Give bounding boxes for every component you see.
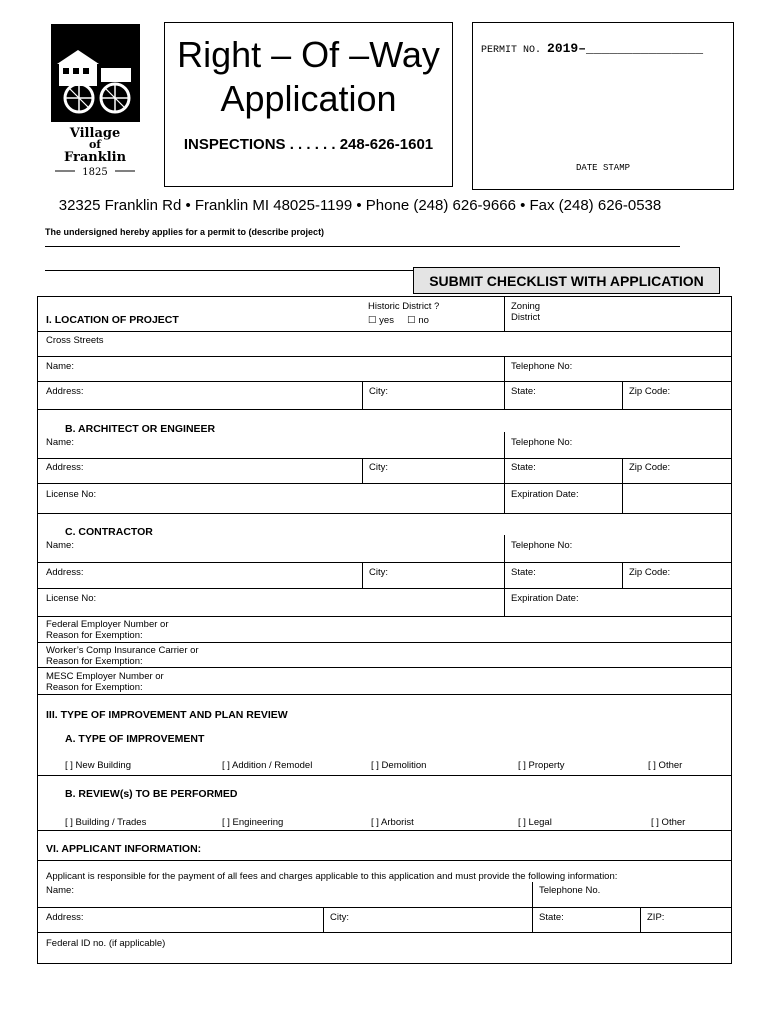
workers-comp-field[interactable]: Worker’s Comp Insurance Carrier or Reason for Exemption: (46, 645, 199, 667)
mesc-employer-field[interactable]: MESC Employer Number or Reason for Exemption: (46, 671, 164, 693)
architect-state-field[interactable]: State: (511, 462, 536, 473)
federal-employer-field[interactable]: Federal Employer Number or Reason for Exemption: (46, 619, 169, 641)
village-address: 32325 Franklin Rd • Franklin MI 48025-1199 • Phone (248) 626-9666 • Fax (248) 626-0538 (58, 197, 662, 214)
contractor-license-field[interactable]: License No: (46, 593, 97, 604)
review-engineering-checkbox[interactable]: [ ] Engineering (222, 817, 284, 828)
inspections-phone: INSPECTIONS . . . . . . 248-626-1601 (183, 136, 434, 153)
section-location-heading: I. LOCATION OF PROJECT (46, 314, 179, 326)
date-stamp-label: DATE STAMP (575, 163, 630, 173)
section-improvement-heading: III. TYPE OF IMPROVEMENT AND PLAN REVIEW (46, 709, 288, 721)
architect-telephone-field[interactable]: Telephone No: (511, 437, 573, 448)
architect-license-field[interactable]: License No: (46, 489, 97, 500)
page-title: Right – Of –Way Application (177, 34, 440, 119)
improvement-addition-checkbox[interactable]: [ ] Addition / Remodel (222, 760, 313, 771)
permit-number: PERMIT NO. 2019–_______________ (481, 41, 704, 56)
reviews-heading: B. REVIEW(s) TO BE PERFORMED (65, 788, 238, 800)
section-architect-heading: B. ARCHITECT OR ENGINEER (65, 423, 216, 435)
title-box (164, 22, 453, 187)
review-arborist-checkbox[interactable]: [ ] Arborist (371, 817, 414, 828)
applicant-address-field[interactable]: Address: (46, 912, 84, 923)
yes-checkbox[interactable]: ☐ (368, 315, 377, 326)
permit-number-value[interactable]: 2019–_______________ (547, 41, 704, 56)
application-form (37, 296, 732, 964)
review-building-checkbox[interactable]: [ ] Building / Trades (65, 817, 147, 828)
project-description-line-1[interactable] (45, 246, 680, 247)
submit-checklist-banner: SUBMIT CHECKLIST WITH APPLICATION (413, 267, 720, 294)
carriage-logo-icon (49, 22, 142, 177)
review-other-checkbox[interactable]: [ ] Other (651, 817, 686, 828)
contractor-name-field[interactable]: Name: (46, 540, 74, 551)
improvement-new-building-checkbox[interactable]: [ ] New Building (65, 760, 132, 771)
village-logo (49, 22, 142, 177)
architect-city-field[interactable]: City: (369, 462, 388, 473)
contractor-expiration-field[interactable]: Expiration Date: (511, 593, 579, 604)
applicant-telephone-field[interactable]: Telephone No. (539, 885, 601, 896)
applicant-city-field[interactable]: City: (330, 912, 349, 923)
type-of-improvement-heading: A. TYPE OF IMPROVEMENT (65, 733, 205, 745)
architect-address-field[interactable]: Address: (46, 462, 84, 473)
contractor-city-field[interactable]: City: (369, 567, 388, 578)
section-applicant-heading: VI. APPLICANT INFORMATION: (46, 843, 202, 855)
svg-text:1825: 1825 (82, 167, 108, 177)
location-name-field[interactable]: Name: (46, 361, 74, 372)
no-checkbox[interactable]: ☐ (407, 315, 416, 326)
improvement-other-checkbox[interactable]: [ ] Other (648, 760, 683, 771)
applicant-name-field[interactable]: Name: (46, 885, 74, 896)
section-contractor-heading: C. CONTRACTOR (65, 526, 153, 538)
location-city-field[interactable]: City: (369, 386, 388, 397)
architect-zip-field[interactable]: Zip Code: (629, 462, 671, 473)
location-address-field[interactable]: Address: (46, 386, 84, 397)
contractor-address-field[interactable]: Address: (46, 567, 84, 578)
applicant-state-field[interactable]: State: (539, 912, 564, 923)
svg-text:Franklin: Franklin (63, 150, 127, 165)
cross-streets-field[interactable]: Cross Streets (46, 335, 104, 346)
architect-name-field[interactable]: Name: (46, 437, 74, 448)
applicant-federal-id-field[interactable]: Federal ID no. (if applicable) (46, 938, 166, 949)
project-description-line-2[interactable] (45, 270, 415, 271)
contractor-telephone-field[interactable]: Telephone No: (511, 540, 573, 551)
architect-expiration-field[interactable]: Expiration Date: (511, 489, 579, 500)
undersigned-statement: The undersigned hereby applies for a permit to (describe project) (45, 227, 325, 237)
review-legal-checkbox[interactable]: [ ] Legal (518, 817, 552, 828)
historic-district-label: Historic District ? (368, 301, 440, 312)
historic-district-options: ☐ yes ☐ no (368, 315, 429, 326)
svg-text:of: of (88, 138, 102, 151)
applicant-zip-field[interactable]: ZIP: (647, 912, 665, 923)
contractor-zip-field[interactable]: Zip Code: (629, 567, 671, 578)
improvement-demolition-checkbox[interactable]: [ ] Demolition (371, 760, 427, 771)
permit-box (472, 22, 734, 190)
location-telephone-field[interactable]: Telephone No: (511, 361, 573, 372)
zoning-district-label: Zoning District (511, 301, 541, 323)
svg-text:Village: Village (69, 126, 121, 141)
location-state-field[interactable]: State: (511, 386, 536, 397)
applicant-responsibility-note: Applicant is responsible for the payment of all fees and charges applicable to this application and must provide the following information: (46, 871, 618, 882)
location-zip-field[interactable]: Zip Code: (629, 386, 671, 397)
contractor-state-field[interactable]: State: (511, 567, 536, 578)
improvement-property-checkbox[interactable]: [ ] Property (518, 760, 565, 771)
